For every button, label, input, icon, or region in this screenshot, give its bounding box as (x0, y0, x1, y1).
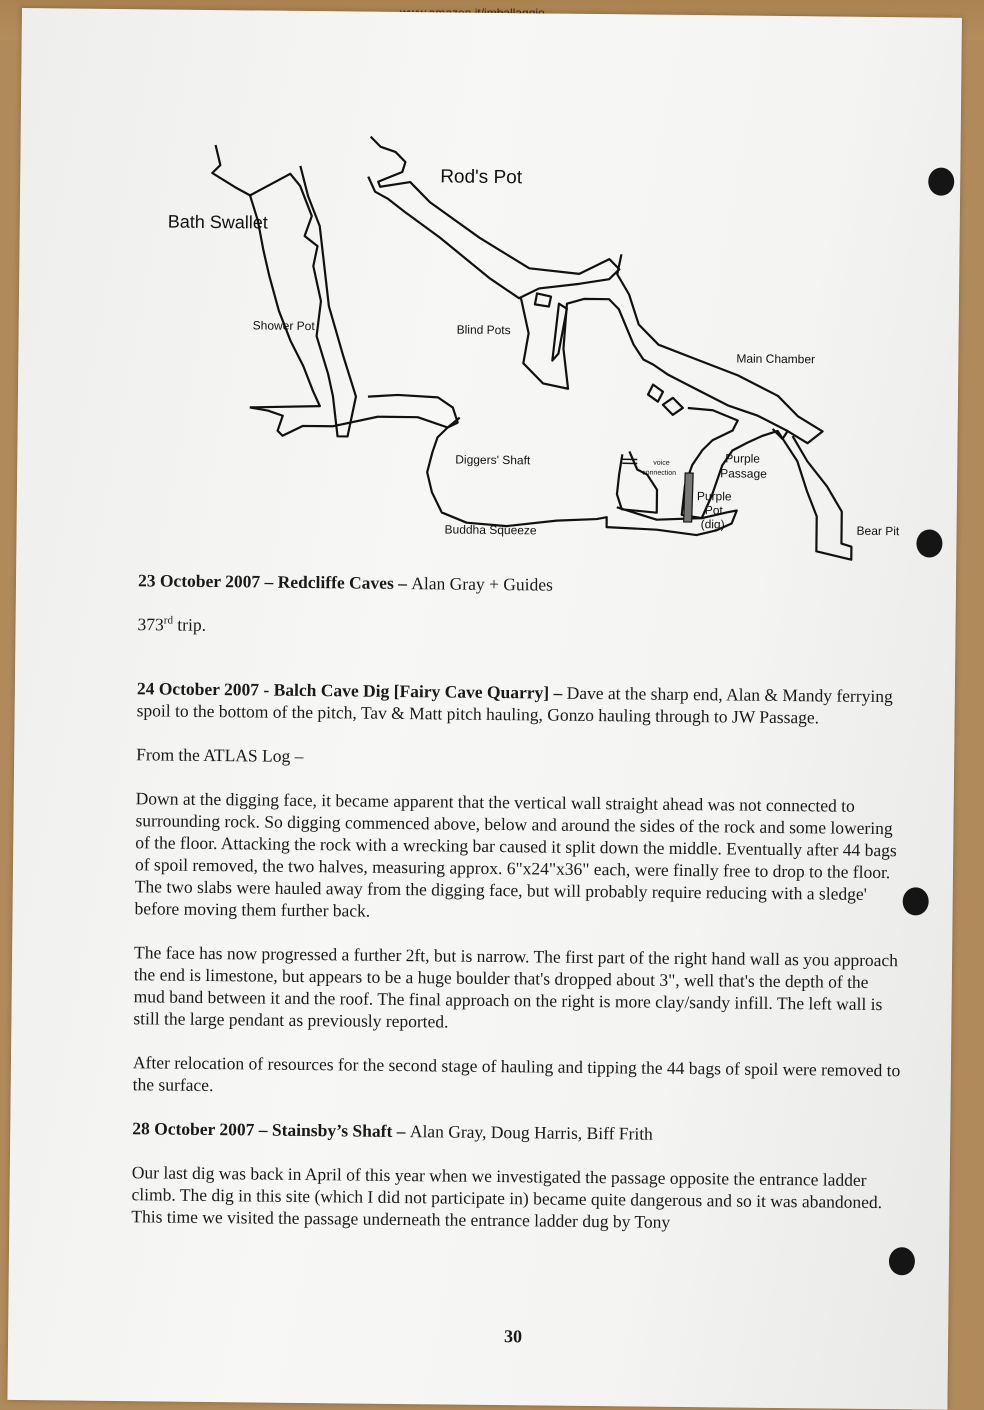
punch-hole (889, 1247, 915, 1275)
punch-hole (903, 887, 929, 915)
punch-hole (916, 529, 942, 557)
entry-heading-stainsby (132, 1117, 902, 1147)
entry-people: Alan Gray + Guides (411, 573, 554, 595)
entry-date: 28 October 2007 – (132, 1118, 273, 1140)
voice-connection-line (622, 459, 637, 463)
trip-ordinal-suffix: rd (163, 614, 174, 627)
purple-passage-and-bear-pit (681, 408, 853, 560)
entry-place: Redcliffe Caves – (277, 571, 412, 594)
blind-pot-marker (535, 293, 551, 306)
entry-trip-count (137, 609, 907, 643)
map-label-rods-pot: Rod's Pot (440, 166, 523, 189)
page-number: 30 (504, 1326, 523, 1347)
map-label-blind-pots: Blind Pots (456, 322, 511, 338)
cave-passage-outlines (208, 135, 855, 560)
map-label-main-chamber: Main Chamber (736, 351, 816, 367)
punch-hole (928, 168, 954, 196)
balch-paragraph-1: Down at the digging face, it became apparent that the vertical wall straight ahead was not connected to surrounding rock. So digging commenced above, below and around the sides of the rock and some lowering of the floor. Attacking the rock with a wrecking bar caused it split down the middle. Eventually after 44 bags of spoil removed, the two halves, measuring approx. 6"x24"x36" each, were finally free to drop to the floor. The two slabs were hauled away from the digging face, but will probably require reducing with a sledge' before moving them further back. (134, 788, 897, 921)
voice-connection-passage (617, 451, 658, 512)
balch-paragraph-3: After relocation of resources for the second stage of hauling and tipping the 44 bags of spoil were removed to the surface. (132, 1052, 901, 1095)
map-label-shower-pot: Shower Pot (252, 318, 315, 334)
trip-text: trip. (172, 614, 207, 635)
map-label-purple-pot-line2: Pot (704, 503, 723, 518)
map-label-purple-pot-line3: (dig) (700, 517, 725, 532)
passage-marker-2 (663, 398, 683, 415)
upper-crossing-passage (250, 393, 458, 437)
bath-swallet-passage (210, 145, 359, 437)
entry-date: 23 October 2007 – (137, 570, 278, 592)
map-label-buddha-squeeze: Buddha Squeeze (444, 522, 537, 538)
map-label-diggers-shaft: Diggers' Shaft (455, 452, 531, 468)
document-page (7, 8, 962, 1410)
log-entries (131, 569, 908, 1235)
trip-number: 373 (137, 614, 164, 635)
rods-pot-passage (367, 137, 621, 300)
entry-place: Stainsby’s Shaft – (271, 1119, 410, 1141)
map-label-voice: voice (653, 459, 670, 467)
passage-marker-1 (648, 385, 663, 402)
entry-people: Dave at the sharp end, Alan & Mandy ferrying spoil to the bottom of the pitch, Tav & Matt pitch hauling, Gonzo hauling through to JW Passage. (136, 682, 893, 728)
map-label-bath-swallet: Bath Swallet (167, 211, 268, 233)
map-label-connection: connection (642, 469, 677, 477)
map-label-purple-passage-line2: Passage (720, 466, 767, 481)
map-label-purple-pot-line1: Purple (696, 489, 732, 504)
map-label-purple-passage-line1: Purple (725, 451, 761, 466)
balch-paragraph-2: The face has now progressed a further 2ft, but is narrow. The first part of the right hand wall as you approach the end is limestone, but appears to be a huge boulder that's dropped about 3", well that's the depth of the mud band between it and the roof. The final approach on the right is more clay/sandy infill. The left wall is still the large pendant as previously reported. (133, 942, 899, 1032)
purple-pot-dig-fill (684, 473, 694, 522)
entry-place: Balch Cave Dig [Fairy Cave Quarry] – (273, 679, 567, 703)
atlas-log-intro: From the ATLAS Log – (136, 744, 304, 766)
cave-survey-map (136, 124, 921, 572)
entry-date: 24 October 2007 - (136, 678, 274, 700)
entry-heading-redcliffe (138, 569, 908, 599)
entry-heading-balch (137, 677, 907, 729)
map-label-bear-pit: Bear Pit (856, 523, 900, 539)
entry-people: Alan Gray, Doug Harris, Biff Frith (409, 1120, 653, 1144)
stainsby-paragraph-1: Our last dig was back in April of this year when we investigated the passage opposite the entrance ladder climb. The dig in this site (which I did not participate in) became quite dangerous and so it was abandoned. This time we visited the passage underneath the entrance ladder dug by Tony (131, 1162, 883, 1232)
